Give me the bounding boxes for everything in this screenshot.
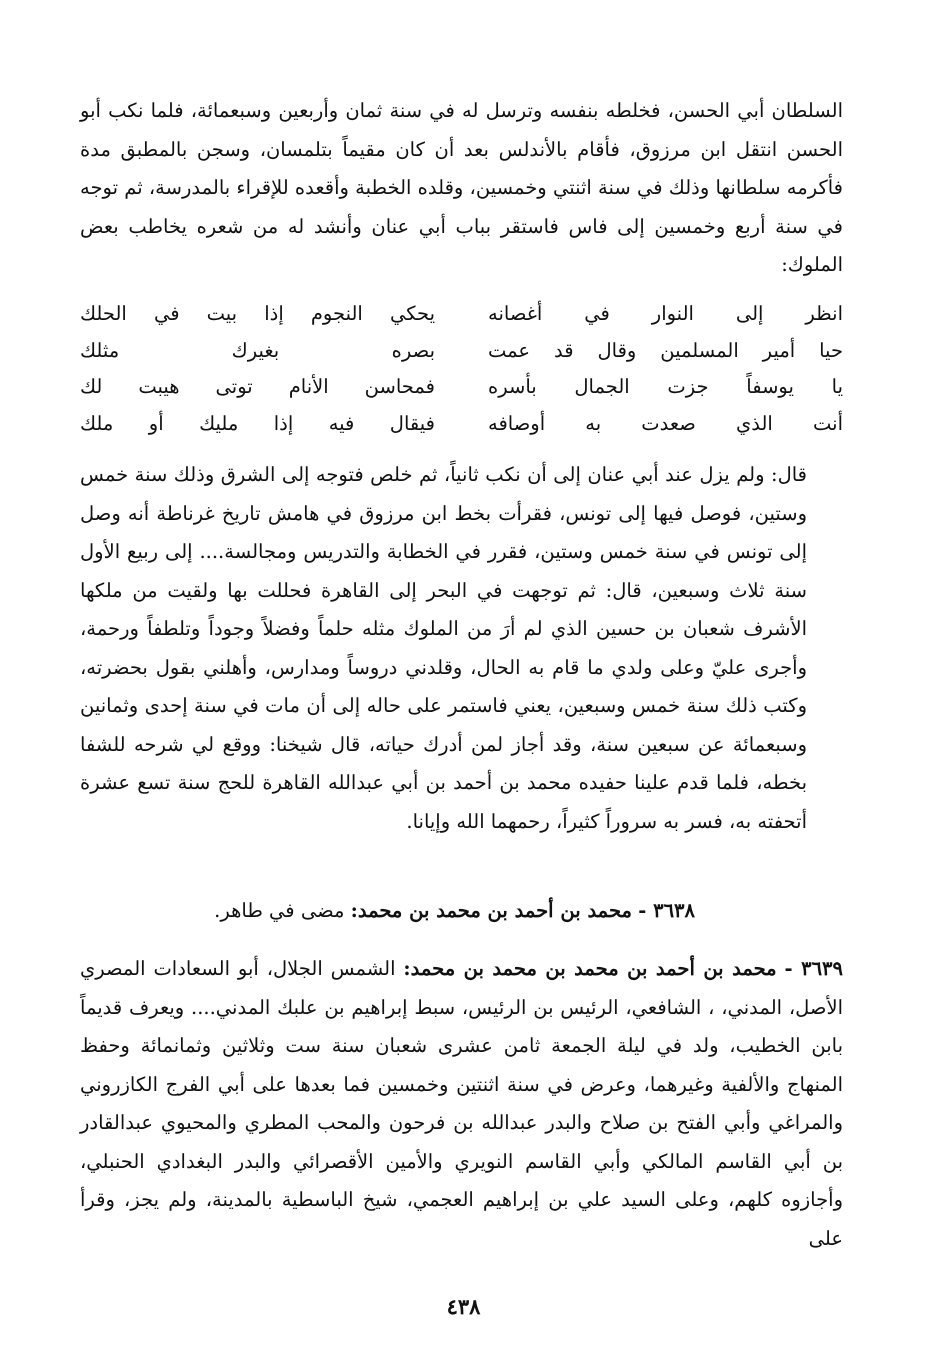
poem-first-hemistich: حيا أمير المسلمين وقال قد عمت [488,338,843,362]
biography-text: قال: ولم يزل عند أبي عنان إلى أن نكب ثانياً، ثم خلص فتوجه إلى الشرق وذلك سنة خمس وستين، فوصل فيها إلى تونس، فقرأت بخط ابن مرزوق في هامش تاريخ غرناطة أنه وصل إلى تونس في سنة خمس وستين، فقرر في الخطابة والتدريس ومجالسة.... إلى ربيع الأول سنة ثلاث وسبعين، قال: ثم توجهت في البحر إلى القاهرة فحللت بها ولقيت من ملكها الأشرف شعبان بن حسين الذي لم أرَ من الملوك مثله حلماً وفضلاً وجوداً وتلطفاً ورحمة، وأجرى عليّ وعلى ولدي ما قام به الحال، وقلدني دروساً ومدارس، وأهلني بقول بحضرته، وكتب ذلك سنة خمس وسبعين، يعني فاستمر على حاله إلى أن مات في سنة إحدى وثمانين وسبعمائة عن سبعين سنة، وقد أجاز لمن أدرك حياته، قال شيخنا: ووقع لي شرحه للشفا بخطه، فلما قدم علينا حفيده محمد بن أحمد بن أبي عبدالله القاهرة للحج سنة تسع عشرة أتحفته به، فسر به سروراً كثيراً، رحمهما الله وإيانا. [80,463,807,833]
poem-second-hemistich: فمحاسن الأنام توتى هيبت لك [80,375,435,398]
poem-first-hemistich: انظر إلى النوار في أغصانه [488,302,843,325]
intro-text: السلطان أبي الحسن، فخلطه بنفسه وترسل له في سنة ثمان وأربعين وسبعمائة، فلما نكب أبو الحسن انتقل ابن مرزوق، فأقام بالأندلس بعد أن كان مقيماً بتلمسان، وسجن بالمطبق مدة فأكرمه سلطانها وذلك في سنة اثنتي وخمسين، وقلده الخطبة وأقعده للإقراء بالمدرسة، ثم توجه في سنة أربع وخمسين إلى فاس فاستقر بباب أبي عنان وأنشد له من شعره يخاطب بعض الملوك: [80,99,843,276]
entry-name: محمد بن أحمد بن محمد بن محمد بن محمد: [403,957,777,980]
poem-second-hemistich: فيقال فيه إذا مليك أو ملك [80,411,435,435]
poem-second-hemistich: بصره بغيرك مثلك [80,338,435,362]
entry-number: ٣٦٣٩ - [784,957,843,980]
entry-3638 [80,892,843,931]
biography-paragraph [80,456,843,841]
entry-text: مضى في طاهر. [214,899,345,922]
poem-line [80,333,843,370]
poem-line [80,296,843,333]
entry-3638-line [80,892,843,931]
poem-first-hemistich: أنت الذي صعدت به أوصافه [488,411,843,435]
poem-line [80,406,843,443]
intro-paragraph [80,92,843,285]
poem [80,296,843,442]
entry-3639 [80,950,843,1258]
entry-3639-paragraph [80,950,843,1258]
page-number: ٤٣٨ [446,1294,481,1319]
poem-second-hemistich: يحكي النجوم إذا بيت في الحلك [80,302,435,325]
entry-text: الشمس الجلال، أبو السعادات المصري الأصل، المدني، ، الشافعي، الرئيس بن الرئيس، سبط إبراهيم بن علبك المدني.... ويعرف قديماً بابن الخطيب، ولد في ليلة الجمعة ثامن عشرى شعبان سنة ست وثلاثين وثمانمائة وحفظ المنهاج والألفية وغيرهما، وعرض في سنة اثنتين وخمسين فما بعدها على أبي الفرج الكازروني والمراغي وأبي الفتح بن صلاح والبدر عبدالله بن فرحون والمحب المطري والمحيوي عبدالقادر بن أبي القاسم المالكي وأبي القاسم النويري والأمين الأقصرائي والبدر البغدادي الحنبلي، وأجازوه كلهم، وعلى السيد علي بن إبراهيم العجمي، شيخ الباسطية بالمدينة، ولم يجز، وقرأ على [80,957,843,1250]
poem-line [80,369,843,406]
poem-first-hemistich: يا يوسفاً جزت الجمال بأسره [488,375,843,398]
entry-name: محمد بن أحمد بن محمد بن محمد: [350,899,632,922]
entry-number: ٣٦٣٨ - [638,899,695,922]
